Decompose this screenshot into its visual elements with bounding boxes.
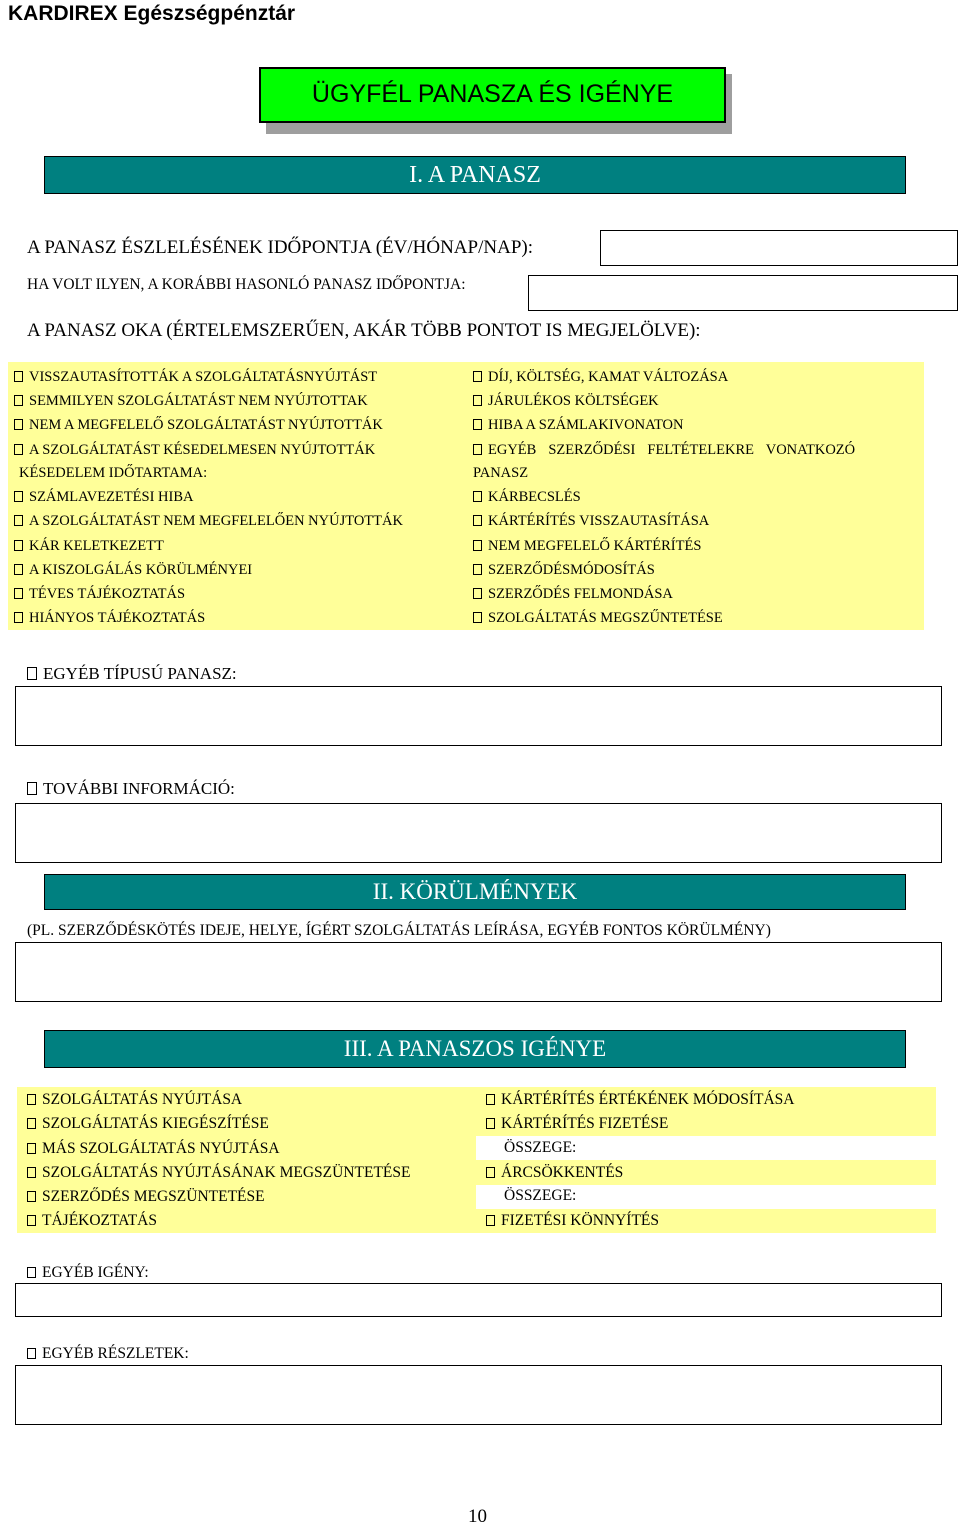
- reason-checkbox-1[interactable]: SEMMILYEN SZOLGÁLTATÁST NEM NYÚJTOTTAK: [14, 392, 368, 410]
- checkbox-icon: [486, 1094, 495, 1105]
- reason-checkbox-0[interactable]: VISSZAUTASÍTOTTÁK A SZOLGÁLTATÁSNYÚJTÁST: [14, 368, 377, 386]
- checkbox-icon: [14, 540, 23, 551]
- form-title-text: ÜGYFÉL PANASZA ÉS IGÉNYE: [311, 80, 674, 108]
- reason-checkbox-right-1[interactable]: JÁRULÉKOS KÖLTSÉGEK: [473, 392, 659, 410]
- amount-label-1: ÖSSZEGE:: [504, 1139, 577, 1156]
- claim-checkbox-5[interactable]: TÁJÉKOZTATÁS: [27, 1212, 157, 1230]
- other-complaint-type-checkbox[interactable]: EGYÉB TÍPUSÚ PANASZ:: [27, 664, 237, 684]
- reason-checkbox-right-2[interactable]: HIBA A SZÁMLAKIVONATON: [473, 416, 684, 434]
- page-number: 10: [468, 1506, 487, 1527]
- claim-checkbox-right-1[interactable]: KÁRTÉRÍTÉS FIZETÉSE: [486, 1115, 668, 1133]
- other-complaint-type-input[interactable]: [15, 686, 942, 746]
- delay-duration-label: KÉSEDELEM IDŐTARTAMA:: [19, 465, 208, 481]
- checkbox-icon: [473, 444, 482, 455]
- checkbox-icon: [14, 444, 23, 455]
- checkbox-icon: [473, 371, 482, 382]
- claim-checkbox-1[interactable]: SZOLGÁLTATÁS KIEGÉSZÍTÉSE: [27, 1115, 269, 1133]
- checkbox-icon: [473, 612, 482, 623]
- claim-checkbox-right-3[interactable]: FIZETÉSI KÖNNYÍTÉS: [486, 1212, 659, 1230]
- checkbox-icon: [27, 1191, 36, 1202]
- checkbox-icon: [27, 1094, 36, 1105]
- checkbox-icon: [27, 667, 37, 680]
- reason-checkbox-right-7[interactable]: SZERZŐDÉSMÓDOSÍTÁS: [473, 561, 655, 579]
- detection-date-label: A PANASZ ÉSZLELÉSÉNEK IDŐPONTJA (ÉV/HÓNAP/NAP):: [27, 237, 533, 258]
- more-info-checkbox[interactable]: TOVÁBBI INFORMÁCIÓ:: [27, 779, 235, 799]
- checkbox-icon: [14, 515, 23, 526]
- claim-checkbox-right-0[interactable]: KÁRTÉRÍTÉS ÉRTÉKÉNEK MÓDOSÍTÁSA: [486, 1091, 795, 1109]
- other-details-checkbox[interactable]: EGYÉB RÉSZLETEK:: [27, 1345, 189, 1363]
- checkbox-icon: [473, 588, 482, 599]
- checkbox-icon: [14, 395, 23, 406]
- reason-checkbox-right-8[interactable]: SZERZŐDÉS FELMONDÁSA: [473, 585, 673, 603]
- reason-checkbox-right-9[interactable]: SZOLGÁLTATÁS MEGSZŰNTETÉSE: [473, 609, 723, 627]
- reason-checkbox-6[interactable]: KÁR KELETKEZETT: [14, 537, 164, 555]
- reason-checkbox-5[interactable]: A SZOLGÁLTATÁST NEM MEGFELELŐEN NYÚJTOTTÁK: [14, 512, 403, 530]
- checkbox-icon: [27, 1267, 36, 1278]
- previous-complaint-date-input[interactable]: [528, 275, 958, 311]
- other-claim-input[interactable]: [15, 1283, 942, 1317]
- previous-complaint-label: HA VOLT ILYEN, A KORÁBBI HASONLÓ PANASZ IDŐPONTJA:: [27, 276, 466, 293]
- reason-checkbox-3[interactable]: A SZOLGÁLTATÁST KÉSEDELMESEN NYÚJTOTTÁK: [14, 441, 375, 459]
- previous-complaint-question: [27, 276, 466, 294]
- checkbox-icon: [473, 540, 482, 551]
- checkbox-icon: [473, 491, 482, 502]
- reason-checkbox-right-4[interactable]: KÁRBECSLÉS: [473, 488, 581, 506]
- checkbox-icon: [27, 1143, 36, 1154]
- section-1-heading-text: I. A PANASZ: [409, 162, 541, 188]
- reason-checkbox-right-3[interactable]: EGYÉB SZERZŐDÉSI FELTÉTELEKRE VONATKOZÓ: [473, 441, 917, 459]
- claim-checkbox-0[interactable]: SZOLGÁLTATÁS NYÚJTÁSA: [27, 1091, 242, 1109]
- checkbox-icon: [14, 371, 23, 382]
- section-2-heading-text: II. KÖRÜLMÉNYEK: [372, 879, 578, 904]
- checkbox-icon: [14, 419, 23, 430]
- more-info-input[interactable]: [15, 803, 942, 863]
- other-details-input[interactable]: [15, 1365, 942, 1425]
- reason-right-3-continuation: PANASZ: [473, 465, 529, 481]
- checkbox-icon: [27, 782, 37, 795]
- checkbox-icon: [486, 1167, 495, 1178]
- checkbox-icon: [473, 395, 482, 406]
- detection-date-input[interactable]: [600, 230, 958, 266]
- checkbox-icon: [14, 588, 23, 599]
- checkbox-icon: [486, 1118, 495, 1129]
- checkbox-icon: [27, 1348, 36, 1359]
- form-title: [259, 67, 726, 123]
- complaint-reason-question: [27, 320, 701, 342]
- claim-checkbox-3[interactable]: SZOLGÁLTATÁS NYÚJTÁSÁNAK MEGSZÜNTETÉSE: [27, 1164, 410, 1182]
- checkbox-icon: [27, 1167, 36, 1178]
- reason-checkbox-7[interactable]: A KISZOLGÁLÁS KÖRÜLMÉNYEI: [14, 561, 252, 579]
- section-3-heading: [44, 1030, 906, 1068]
- checkbox-icon: [27, 1215, 36, 1226]
- organization-name: KARDIREX Egészségpénztár: [8, 2, 296, 25]
- checkbox-icon: [473, 419, 482, 430]
- reason-checkbox-9[interactable]: HIÁNYOS TÁJÉKOZTATÁS: [14, 609, 205, 627]
- other-claim-checkbox[interactable]: EGYÉB IGÉNY:: [27, 1264, 149, 1282]
- checkbox-icon: [27, 1118, 36, 1129]
- checkbox-icon: [473, 515, 482, 526]
- checkbox-icon: [486, 1215, 495, 1226]
- claim-checkbox-4[interactable]: SZERZŐDÉS MEGSZÜNTETÉSE: [27, 1188, 265, 1206]
- reason-checkbox-right-5[interactable]: KÁRTÉRÍTÉS VISSZAUTASÍTÁSA: [473, 512, 709, 530]
- amount-label-2: ÖSSZEGE:: [504, 1187, 577, 1204]
- checkbox-icon: [14, 612, 23, 623]
- checkbox-icon: [473, 564, 482, 575]
- checkbox-icon: [14, 491, 23, 502]
- checkbox-icon: [14, 564, 23, 575]
- claim-checkbox-2[interactable]: MÁS SZOLGÁLTATÁS NYÚJTÁSA: [27, 1140, 280, 1158]
- circumstances-input[interactable]: [15, 942, 942, 1002]
- section-2-heading: [44, 874, 906, 910]
- claim-checkbox-right-2[interactable]: ÁRCSÖKKENTÉS: [486, 1164, 623, 1182]
- reason-checkbox-2[interactable]: NEM A MEGFELELŐ SZOLGÁLTATÁST NYÚJTOTTÁK: [14, 416, 383, 434]
- detection-date-question: [27, 237, 533, 259]
- circumstances-note: (PL. SZERZŐDÉSKÖTÉS IDEJE, HELYE, ÍGÉRT SZOLGÁLTATÁS LEÍRÁSA, EGYÉB FONTOS KÖRÜLMÉNY): [27, 922, 771, 939]
- section-3-heading-text: III. A PANASZOS IGÉNYE: [343, 1036, 607, 1061]
- reason-checkbox-4[interactable]: SZÁMLAVEZETÉSI HIBA: [14, 488, 193, 506]
- section-1-heading: [44, 156, 906, 194]
- reason-checkbox-right-0[interactable]: DÍJ, KÖLTSÉG, KAMAT VÁLTOZÁSA: [473, 368, 728, 386]
- reason-checkbox-8[interactable]: TÉVES TÁJÉKOZTATÁS: [14, 585, 185, 603]
- reason-checkbox-right-6[interactable]: NEM MEGFELELŐ KÁRTÉRÍTÉS: [473, 537, 701, 555]
- complaint-reason-label: A PANASZ OKA (ÉRTELEMSZERŰEN, AKÁR TÖBB PONTOT IS MEGJELÖLVE):: [27, 320, 701, 341]
